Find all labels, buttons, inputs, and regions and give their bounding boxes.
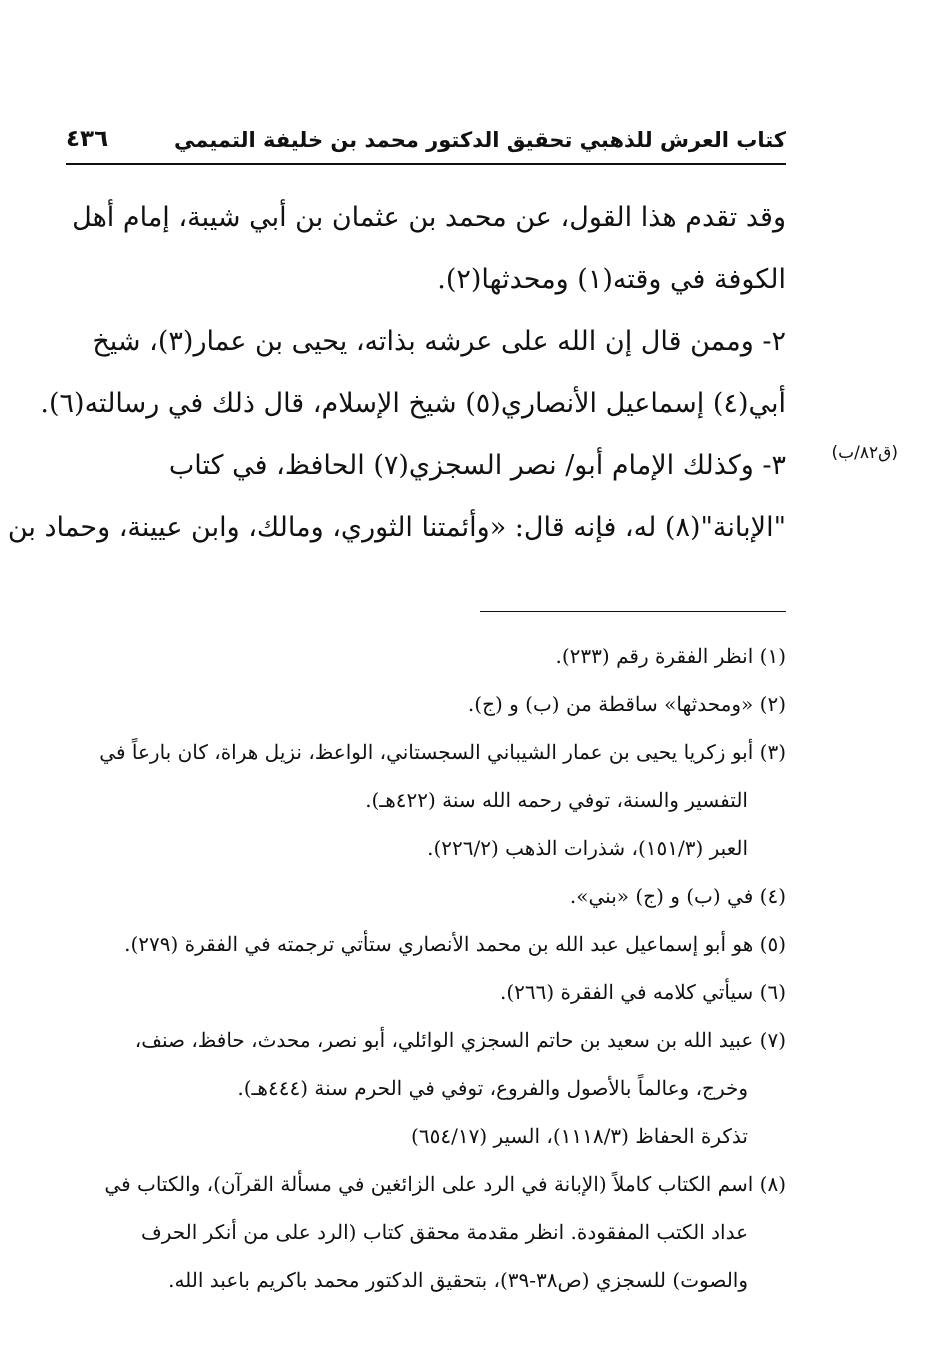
text-line: ٢- وممن قال إن الله على عرشه بذاته، يحيى بن عمار(٣)، شيخ	[92, 326, 786, 357]
text-line: الكوفة في وقته(١) ومحدثها(٢).	[437, 264, 786, 295]
footnote-line: (٨) اسم الكتاب كاملاً (الإبانة في الرد على الزائغين في مسألة القرآن)، والكتاب في	[104, 1172, 786, 1196]
text-line: "الإبانة"(٨) له، فإنه قال: «وأئمتنا الثوري، ومالك، وابن عيينة، وحماد بن	[7, 512, 786, 543]
footnote-line: (٦) سيأتي كلامه في الفقرة (٢٦٦).	[499, 980, 786, 1004]
page-number: ٤٣٦	[66, 126, 109, 152]
text-line: وقد تقدم هذا القول، عن محمد بن عثمان بن أبي شيبة، إمام أهل	[72, 202, 786, 233]
footnote-line: (٥) هو أبو إسماعيل عبد الله بن محمد الأنصاري ستأتي ترجمته في الفقرة (٢٧٩).	[124, 932, 786, 956]
footnote-line: والصوت) للسجزي (ص٣٨-٣٩)، بتحقيق الدكتور محمد باكريم باعبد الله.	[168, 1268, 748, 1292]
main-text	[7, 196, 786, 568]
running-title: كتاب العرش للذهبي تحقيق الدكتور محمد بن خليفة التميمي	[174, 128, 786, 152]
running-header	[66, 122, 786, 162]
footnotes	[66, 638, 786, 1310]
header-rule	[66, 163, 786, 165]
text-line: ٣- وكذلك الإمام أبو/ نصر السجزي(٧) الحافظ، في كتاب	[168, 450, 786, 481]
footnote-line: العبر (١٥١/٣)، شذرات الذهب (٢٢٦/٢).	[427, 836, 748, 860]
footnote-line: (٤) في (ب) و (ج) «بني».	[569, 884, 786, 908]
footnote-line: (٧) عبيد الله بن سعيد بن حاتم السجزي الوائلي، أبو نصر، محدث، حافظ، صنف،	[134, 1028, 786, 1052]
footnote-line: (٢) «ومحدثها» ساقطة من (ب) و (ج).	[467, 692, 786, 716]
footnote-separator	[480, 611, 786, 612]
footnote-line: تذكرة الحفاظ (١١١٨/٣)، السير (٦٥٤/١٧)	[411, 1124, 748, 1148]
manuscript-folio-note: (ق٨٢/ب)	[831, 443, 898, 463]
footnote-line: (١) انظر الفقرة رقم (٢٣٣).	[555, 644, 786, 668]
footnote-line: عداد الكتب المفقودة. انظر مقدمة محقق كتاب (الرد على من أنكر الحرف	[140, 1220, 748, 1244]
text-line: أبي(٤) إسماعيل الأنصاري(٥) شيخ الإسلام، قال ذلك في رسالته(٦).	[40, 388, 786, 419]
footnote-line: التفسير والسنة، توفي رحمه الله سنة (٤٢٢هـ).	[365, 788, 748, 812]
footnote-line: (٣) أبو زكريا يحيى بن عمار الشيباني السجستاني، الواعظ، نزيل هراة، كان بارعاً في	[99, 740, 786, 764]
footnote-line: وخرج، وعالماً بالأصول والفروع، توفي في الحرم سنة (٤٤٤هـ).	[237, 1076, 748, 1100]
